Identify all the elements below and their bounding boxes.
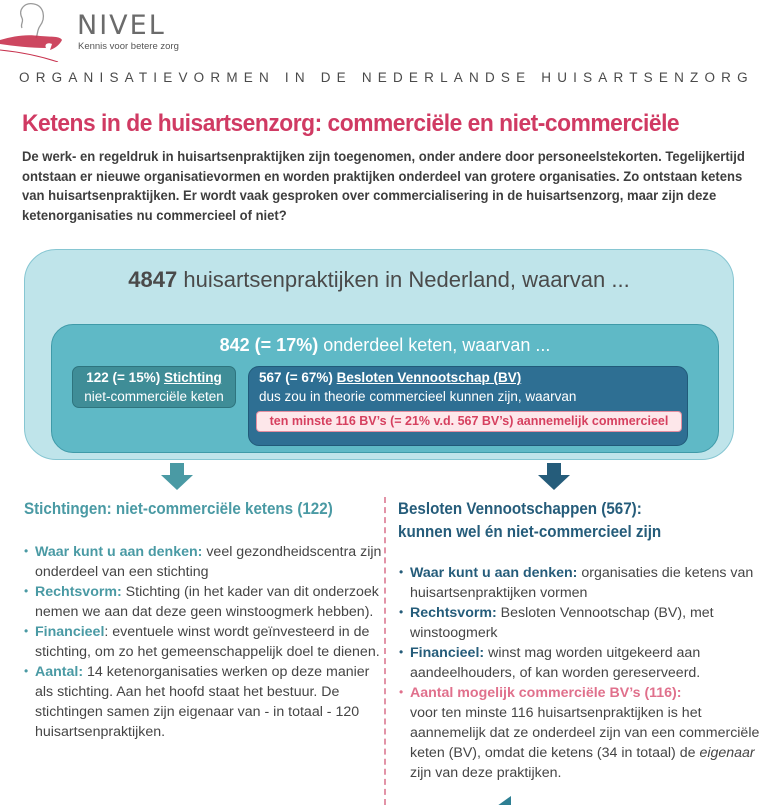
list-item-commercial: [397, 683, 767, 783]
item-key: Financieel: [35, 624, 105, 640]
arrow-stem: [547, 463, 561, 475]
column-divider: [384, 497, 386, 805]
stichting-count: 122 (= 15%): [86, 370, 164, 385]
list-item: [397, 643, 767, 683]
arrow-head: [538, 475, 570, 490]
logo-tagline: Kennis voor betere zorg: [78, 41, 179, 52]
arrow-head: [161, 475, 193, 490]
list-item: [22, 582, 382, 622]
chain-practices-box: [51, 324, 719, 453]
chain-text: onderdeel keten, waarvan ...: [318, 335, 551, 355]
bv-count: 567 (= 67%): [259, 370, 337, 385]
item-key: Waar kunt u aan denken:: [35, 544, 203, 560]
item-text-italic: eigenaar: [699, 745, 755, 761]
list-item: [397, 563, 767, 603]
nivel-logo: [0, 0, 200, 62]
item-text: : eventuele winst wordt geïnvesteerd in de stichting, om zo het gemeenschappelijk doel te dienen.: [35, 624, 380, 660]
chain-number: 842 (= 17%): [219, 335, 319, 355]
commercial-highlight-badge: ten minste 116 BV’s (= 21% v.d. 567 BV’s) aannemelijk commercieel: [256, 411, 682, 432]
logo-name: NIVEL: [77, 10, 166, 41]
series-title: ORGANISATIEVORMEN IN DE NEDERLANDSE HUISARTSENZORG: [19, 70, 754, 85]
item-key: Financieel:: [410, 645, 485, 661]
stichtingen-list: [22, 542, 382, 742]
bv-count-line: [259, 368, 687, 387]
item-key: Rechtsvorm:: [410, 605, 497, 621]
list-item: [397, 603, 767, 643]
total-text: huisartsenpraktijken in Nederland, waarvan ...: [177, 267, 630, 292]
stichting-count-line: [73, 368, 235, 387]
item-text: Besloten Vennootschap (BV), met winstoogmerk: [410, 605, 714, 641]
list-item: [22, 662, 382, 742]
item-key: • Aantal mogelijk commerciële BV’s (116):: [410, 685, 682, 701]
nivel-logo-icon: [0, 0, 76, 62]
total-practices-heading: [25, 267, 733, 293]
item-key: Rechtsvorm:: [35, 584, 122, 600]
stichting-sub: niet-commerciële keten: [84, 389, 224, 404]
item-text: veel gezondheidscentra zijn onderdeel van een stichting: [35, 544, 382, 580]
bv-label: Besloten Vennootschap (BV): [336, 370, 522, 385]
item-key: Aantal:: [35, 664, 84, 680]
stichting-label: Stichting: [163, 370, 222, 385]
arrow-stem: [170, 463, 184, 475]
bv-heading-line1: Besloten Vennootschappen (567):: [398, 500, 642, 518]
stichting-box: [72, 366, 236, 408]
list-item: [22, 622, 382, 662]
item-text: Stichting (in het kader van dit onderzoek nemen we aan dat deze geen winstoogmerk hebben).: [35, 584, 379, 620]
item-text: winst mag worden uitgekeerd aan aandeelhouders, of kan worden gereserveerd.: [410, 645, 701, 681]
arrow-partial-icon: [497, 796, 511, 805]
chain-practices-heading: [52, 335, 718, 356]
item-text: voor ten minste 116 huisartsenpraktijken is het aannemelijk dat ze onderdeel zijn van een commerciële keten (BV), omdat die ketens (34 in totaal) de: [410, 705, 760, 761]
bv-heading: [398, 498, 661, 544]
item-key: Waar kunt u aan denken:: [410, 565, 578, 581]
bv-list: [397, 563, 767, 783]
intro-paragraph: De werk- en regeldruk in huisartsenpraktijken zijn toegenomen, onder andere door personeelstekorten. Tegelijkertijd ontstaan er nieuwe organisatievormen en worden praktijken onderdeel van grotere organisaties. Zo ontstaan ketens van huisartsenpraktijken. Er wordt vaak gesproken over commercialisering in de huisartsenzorg, maar zijn deze ketenorganisaties nu commercieel of niet?: [22, 149, 745, 224]
total-number: 4847: [128, 267, 178, 292]
item-text: 14 ketenorganisaties werken op deze manier als stichting. Aan het hoofd staat het bestuur. De stichtingen samen zijn eigenaar van - in totaal - 120 huisartsenpraktijken.: [35, 664, 370, 740]
bv-heading-line2: kunnen wel én niet-commercieel zijn: [398, 523, 662, 541]
stichtingen-heading: Stichtingen: niet-commerciële ketens (122): [24, 500, 333, 518]
list-item: [22, 542, 382, 582]
total-practices-box: [24, 249, 734, 460]
item-text: organisaties die ketens van huisartsenpraktijken vormen: [410, 565, 754, 601]
bv-sub: dus zou in theorie commercieel kunnen zijn, waarvan: [259, 389, 577, 404]
bv-box: [248, 366, 688, 446]
item-text: zijn van deze praktijken.: [410, 765, 562, 781]
page-title: Ketens in de huisartsenzorg: commerciële en niet-commerciële: [22, 110, 680, 137]
